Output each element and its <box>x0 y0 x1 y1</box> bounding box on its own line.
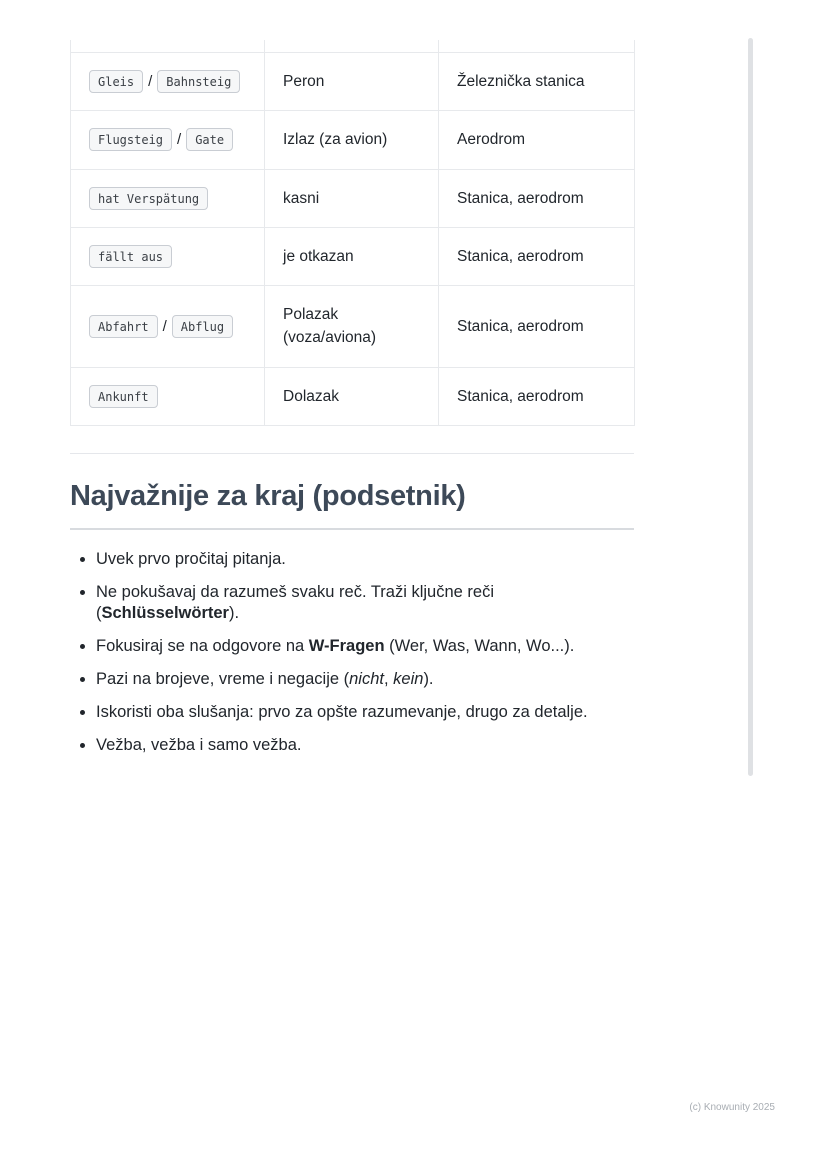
term-separator: / <box>177 131 182 148</box>
location-cell: Stanica, aerodrom <box>439 367 635 425</box>
code-badge: fällt aus <box>89 245 172 268</box>
term-cell <box>71 52 265 111</box>
table-row <box>71 227 635 285</box>
vocabulary-table <box>70 40 635 426</box>
term-separator: / <box>162 317 167 335</box>
translation-cell: kasni <box>265 169 439 227</box>
tip-text: Vežba, vežba i samo vežba. <box>96 736 302 755</box>
tip-text-italic: nicht <box>349 670 384 689</box>
location-cell: Stanica, aerodrom <box>439 227 635 285</box>
tip-text-italic: kein <box>393 670 424 689</box>
translation-cell <box>265 40 439 52</box>
list-item <box>96 582 634 624</box>
location-cell: Stanica, aerodrom <box>439 286 635 368</box>
translation-cell: Dolazak <box>265 367 439 425</box>
code-badge: hat Verspätung <box>89 187 208 210</box>
page-title: Najvažnije za kraj (podsetnik) <box>70 479 466 512</box>
term-cell <box>71 286 265 368</box>
table-row-partial <box>71 40 635 52</box>
tip-text: ). <box>228 603 240 622</box>
list-item <box>96 669 634 690</box>
code-badge: Abfahrt <box>89 315 158 338</box>
code-badge: Ankunft <box>89 385 158 408</box>
table-row <box>71 169 635 227</box>
tip-text: ). <box>423 670 434 689</box>
term-cell <box>71 367 265 425</box>
term-cell <box>71 40 265 52</box>
document-content <box>70 40 634 769</box>
code-badge: Bahnsteig <box>157 70 240 93</box>
term-cell <box>71 227 265 285</box>
code-badge: Flugsteig <box>89 128 172 151</box>
table-row <box>71 111 635 170</box>
term-cell <box>71 111 265 170</box>
tip-text: Ne pokušavaj da razumeš svaku reč. Traži ključne reči ( <box>96 582 494 622</box>
list-item <box>96 549 634 570</box>
tips-list <box>70 549 634 757</box>
table-row <box>71 367 635 425</box>
tip-text-bold: W-Fragen <box>308 637 385 656</box>
list-item <box>96 636 634 657</box>
code-badge: Gate <box>186 128 233 151</box>
code-badge: Gleis <box>89 70 143 93</box>
tip-text: Iskoristi oba slušanja: prvo za opšte razumevanje, drugo za detalje. <box>96 703 588 722</box>
translation-cell: je otkazan <box>265 227 439 285</box>
heading-underline <box>70 528 634 530</box>
tip-text: , <box>383 670 394 689</box>
table-row <box>71 286 635 368</box>
tip-text-bold: Schlüsselwörter <box>101 603 229 622</box>
translation-cell: Peron <box>265 52 439 111</box>
location-cell: Aerodrom <box>439 111 635 170</box>
term-separator: / <box>148 72 153 90</box>
term-cell <box>71 169 265 227</box>
footer-copyright: (c) Knowunity 2025 <box>689 1102 775 1113</box>
scrollbar[interactable] <box>748 38 753 776</box>
code-badge: Abflug <box>172 315 233 338</box>
list-item <box>96 735 634 756</box>
tip-text: (Wer, Was, Wann, Wo...). <box>384 637 575 656</box>
list-item <box>96 702 634 723</box>
tip-text: Uvek prvo pročitaj pitanja. <box>96 549 286 568</box>
location-cell <box>439 40 635 52</box>
location-cell: Železnička stanica <box>439 52 635 111</box>
tip-text: Pazi na brojeve, vreme i negacije ( <box>96 670 350 689</box>
translation-cell: Polazak (voza/aviona) <box>265 286 439 368</box>
tip-text: Fokusiraj se na odgovore na <box>96 637 309 656</box>
table-row <box>71 52 635 111</box>
section-divider <box>70 453 634 454</box>
location-cell: Stanica, aerodrom <box>439 169 635 227</box>
translation-cell: Izlaz (za avion) <box>265 111 439 170</box>
